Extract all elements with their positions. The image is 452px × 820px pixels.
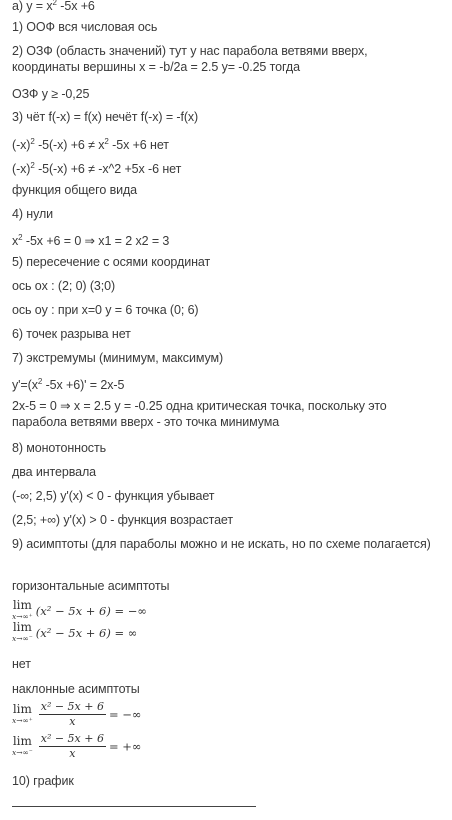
asymptotes-heading: 9) асимптоты (для параболы можно и не искать, но по схеме полагается) [12,537,431,551]
parity-even-check: $(-x)^2$ $-5(-x) +6 \ne x^2$ -5x +6 нет [12,137,169,153]
derivative-line: $y'=(x^2$ -5x +6)' = 2x-5 [12,377,125,393]
increasing-interval: (2,5; +∞) y'(x) > 0 - функция возрастает [12,513,233,527]
bottom-divider [12,806,256,807]
range-result: ОЗФ y ≥ -0,25 [12,87,90,101]
critical-point-line: 2x-5 = 0 ⇒ x = 2.5 y = -0.25 одна критическая точка, поскольку это парабола ветвями вверх - это точка минимума [12,399,387,429]
zeros-heading: 4) нули [12,207,54,221]
intervals-line: два интервала [12,465,96,479]
oblique-asymptotes-label: наклонные асимптоты [12,682,140,696]
parity-heading: 3) чёт f(-x) = f(x) нечёт f(-x) = -f(x) [12,110,199,124]
graph-heading: 10) график [12,774,74,788]
limit-oblique-minus: lim x→∞⁻ $\frac{\text{x² − 5x + 6}}{x}$ = +∞ [12,732,142,760]
ox-intersection: ось ox : (2; 0) (3;0) [12,279,116,293]
limit-horizontal-plus: lim x→∞⁺ (x² − 5x + 6) = −∞ [12,598,147,621]
monotonicity-heading: 8) монотонность [12,441,106,455]
domain-line: 1) ООФ вся числовая ось [12,20,158,34]
parity-conclusion: функция общего вида [12,183,138,197]
discontinuity-line: 6) точек разрыва нет [12,327,131,341]
oy-intersection: ось oy : при x=0 y = 6 точка (0; 6) [12,303,199,317]
decreasing-interval: (-∞; 2,5) y'(x) < 0 - функция убывает [12,489,215,503]
parity-odd-check: $(-x)^2$ -5(-x) +6 ≠ -x^2 +5x -6 нет [12,161,182,177]
horizontal-asymptotes-label: горизонтальные асимптоты [12,579,170,593]
zeros-equation: $x^2$ -5x +6 = 0 ⇒ x1 = 2 x2 = 3 [12,233,170,249]
function-definition: а) $y = x^2$ -5x +6 [12,0,95,14]
limit-oblique-plus: lim x→∞⁺ $\frac{\text{x² − 5x + 6}}{x}$ = −∞ [12,700,142,728]
extrema-heading: 7) экстремумы (минимум, максимум) [12,351,224,365]
limit-horizontal-minus: lim x→∞⁻ (x² − 5x + 6) = ∞ [12,620,138,643]
range-line: 2) ОЗФ (область значений) тут у нас парабола ветвями вверх, координаты вершины x = -b/2a = 2.5 y= -0.25 тогда [12,44,368,74]
horizontal-answer: нет [12,657,31,671]
intersections-heading: 5) пересечение с осями координат [12,255,211,269]
